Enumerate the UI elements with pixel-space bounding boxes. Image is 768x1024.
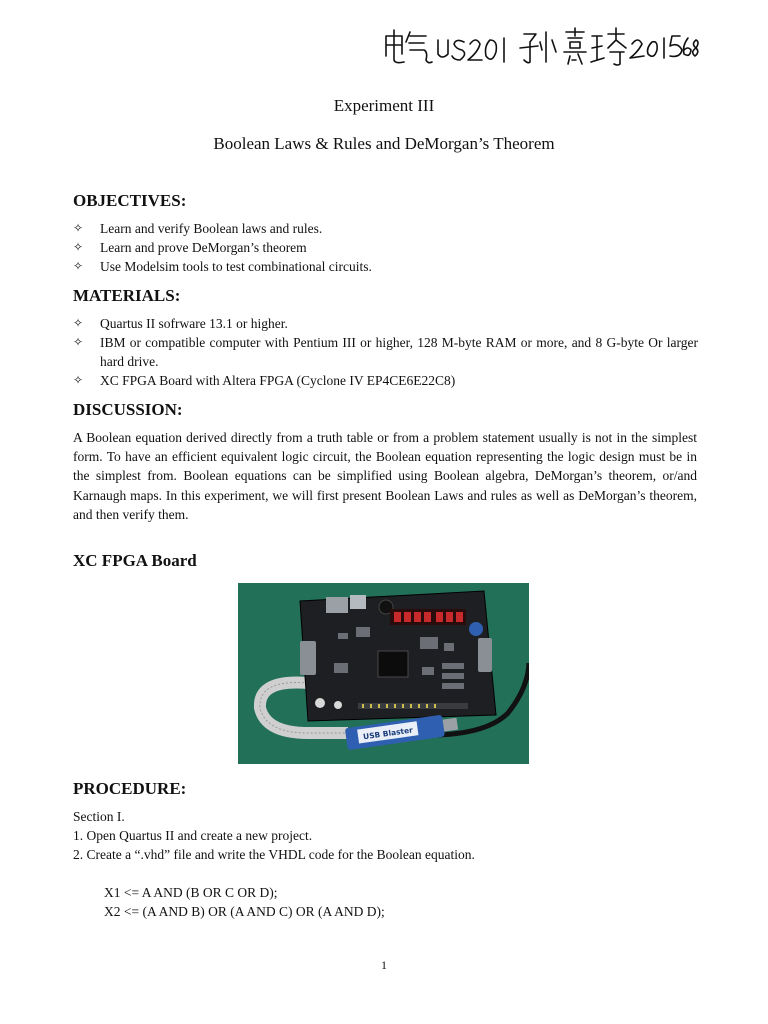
objectives-heading: OBJECTIVES:	[73, 191, 187, 210]
list-item: ✧ IBM or compatible computer with Pentium III or higher, 128 M-byte RAM or more, and 8 G-byte Or larger hard drive.	[73, 335, 698, 369]
diamond-bullet-icon: ✧	[73, 316, 84, 330]
diamond-bullet-icon: ✧	[73, 335, 84, 349]
diamond-bullet-icon: ✧	[73, 259, 84, 273]
diamond-bullet-icon: ✧	[73, 221, 84, 235]
diamond-bullet-icon: ✧	[73, 373, 84, 387]
page-number: 1	[381, 958, 387, 972]
procedure-step: 2. Create a “.vhd” file and write the VHDL code for the Boolean equation.	[73, 847, 475, 862]
board-heading: XC FPGA Board	[73, 551, 197, 570]
fpga-board-photo	[238, 583, 529, 764]
diamond-bullet-icon: ✧	[73, 240, 84, 254]
objectives-list	[73, 219, 698, 276]
usb-blaster-label: USB Blaster	[362, 725, 414, 742]
procedure-heading: PROCEDURE:	[73, 779, 187, 798]
materials-list	[73, 314, 698, 390]
list-item: ✧ Learn and verify Boolean laws and rules.	[73, 221, 323, 236]
vhdl-code-line: X2 <= (A AND B) OR (A AND C) OR (A AND D);	[104, 904, 385, 919]
materials-heading: MATERIALS:	[73, 286, 181, 305]
experiment-subtitle: Boolean Laws & Rules and DeMorgan’s Theorem	[213, 134, 555, 153]
list-item: ✧ XC FPGA Board with Altera FPGA (Cyclone IV EP4CE6E22C8)	[73, 373, 456, 388]
handwritten-signature	[380, 22, 700, 68]
procedure-step: 1. Open Quartus II and create a new project.	[73, 828, 313, 843]
procedure-section-label: Section I.	[73, 809, 125, 824]
vhdl-code-line: X1 <= A AND (B OR C OR D);	[104, 885, 278, 900]
list-item: ✧ Learn and prove DeMorgan’s theorem	[73, 240, 307, 255]
discussion-paragraph: A Boolean equation derived directly from a truth table or from a problem statement usually is not in the simplest form. To have an efficient equivalent logic circuit, the Boolean equation representing the logic design must be in the simplest from. Boolean equations can be simplified using Boolean algebra, DeMorgan’s theorem, or/and Karnaugh maps. In this experiment, we will first present Boolean Laws and rules as well as DeMorgan’s theorem, and then verify them.	[73, 430, 697, 522]
list-item: ✧ Use Modelsim tools to test combinational circuits.	[73, 259, 372, 274]
discussion-heading: DISCUSSION:	[73, 400, 183, 419]
experiment-title: Experiment III	[333, 96, 435, 115]
list-item: ✧ Quartus II sofrware 13.1 or higher.	[73, 316, 288, 331]
